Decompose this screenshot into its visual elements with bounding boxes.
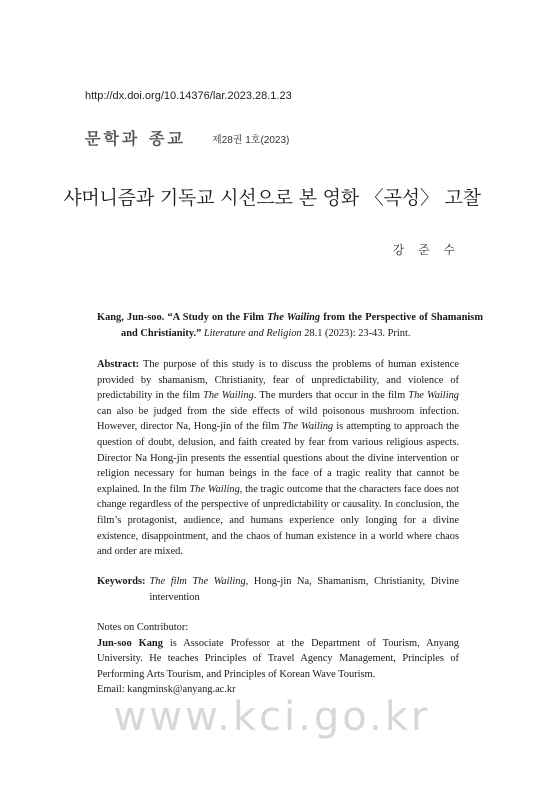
contributor-heading: Notes on Contributor: bbox=[97, 622, 189, 633]
contributor-email[interactable]: Email: kangminsk@anyang.ac.kr bbox=[97, 684, 236, 696]
journal-logo: 문학과 종교 bbox=[85, 129, 186, 148]
citation-authors: Kang, Jun-soo. bbox=[97, 312, 165, 323]
contributor-name: Jun-soo Kang bbox=[97, 637, 163, 649]
contributor-bio: is Associate Professor at the Department of Tourism, Anyang University. He teaches Principles of Travel Agency Management, Principles of Performing Arts Tourism, and Principles of Korean Wave Tourism. bbox=[97, 637, 459, 680]
abstract-film-title-3: The Wailing bbox=[282, 421, 334, 433]
citation bbox=[97, 310, 483, 341]
abstract-text-4: is attempting to approach the question of doubt, delusion, and faith created by fear from various religious aspects. Director Na Hong-jin presents the essential questions about the divine intervention or religion necessary for human beings in the face of a tragic reality that cannot be explained. In the film bbox=[97, 421, 459, 495]
abstract-text-5: , the tragic outcome that the characters face does not change regardless of the perspective of unpredictability or causality. In conclusion, the film’s protagonist, audience, and humans experience only longing for a divine existence, disappointment, and the chaos of human existence in a world where chaos and order are mixed. bbox=[97, 483, 459, 558]
abstract-text-2: . The murders that occur in the film bbox=[253, 390, 409, 402]
keywords-label: Keywords: bbox=[97, 576, 146, 587]
abstract-text-1: The purpose of this study is to discuss the problems of human existence provided by shamanism, Christianity, fear of unpredictability, and violence of predictability in the film bbox=[97, 359, 459, 402]
abstract-film-title-4: The Wailing bbox=[189, 483, 240, 495]
author-name-korean: 강 준 수 bbox=[392, 243, 460, 257]
issue-info: 제28권 1호(2023) bbox=[212, 135, 290, 146]
contributor-bio-block bbox=[97, 636, 459, 683]
citation-title-post: from the Perspective of Shamanism and Christianity.” bbox=[121, 312, 483, 339]
citation-details: 28.1 (2023): 23-43. Print. bbox=[301, 327, 411, 339]
keyword-film: The film The Wailing bbox=[149, 576, 246, 587]
keywords-list bbox=[149, 574, 459, 605]
abstract-film-title-1: The Wailing bbox=[203, 390, 254, 402]
article-title: 샤머니즘과 기독교 시선으로 본 영화 〈곡성〉 고찰 bbox=[63, 187, 481, 209]
citation-title-film: The Wailing bbox=[267, 312, 321, 323]
citation-title-pre: “A Study on the Film bbox=[167, 312, 268, 323]
abstract-film-title-2: The Wailing bbox=[408, 390, 459, 402]
watermark: www.kci.go.kr bbox=[113, 694, 431, 740]
doi-link[interactable]: http://dx.doi.org/10.14376/lar.2023.28.1.23 bbox=[85, 90, 292, 102]
keywords bbox=[97, 574, 459, 605]
abstract-text-3: can also be judged from the side effects of wild poisonous mushroom infection. However, director Na, Hong-jin of the film bbox=[97, 405, 459, 433]
contributor-notes bbox=[97, 620, 459, 698]
citation-journal: Literature and Religion bbox=[203, 327, 302, 339]
abstract bbox=[97, 357, 459, 560]
abstract-label: Abstract: bbox=[97, 359, 140, 370]
keywords-rest: , Hong-jin Na, Shamanism, Christianity, Divine intervention bbox=[149, 576, 459, 603]
